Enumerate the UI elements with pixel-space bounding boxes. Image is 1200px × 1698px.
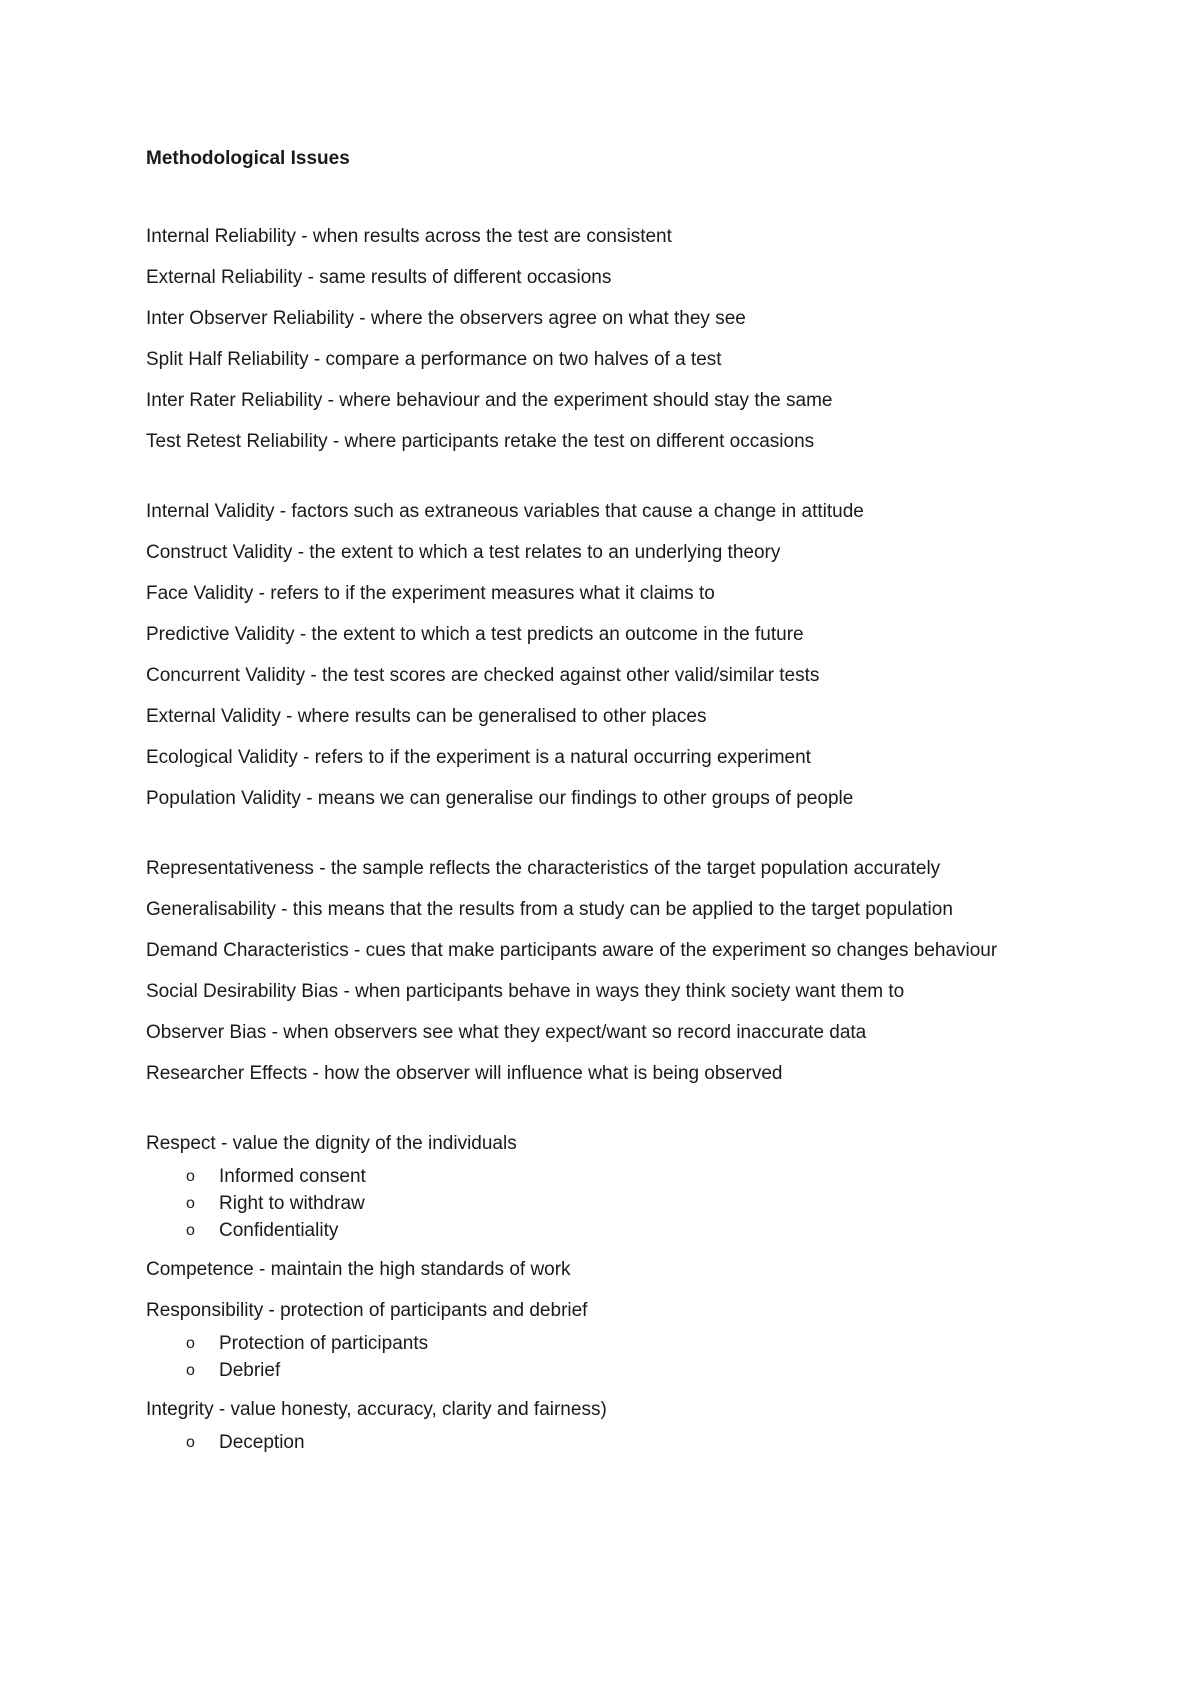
list-item-label: Deception	[219, 1432, 305, 1453]
validity-section	[146, 498, 1106, 812]
ethics-responsibility: Responsibility - protection of participants and debrief	[146, 1300, 588, 1321]
list-item	[186, 1429, 1106, 1456]
list-item-label: Debrief	[219, 1360, 281, 1381]
integrity-list	[146, 1429, 1106, 1456]
page-title: Methodological Issues	[146, 148, 350, 169]
bullet-icon: o	[186, 1195, 195, 1212]
definition-line: Face Validity - refers to if the experiment measures what it claims to	[146, 583, 715, 604]
list-item	[186, 1330, 1106, 1357]
definition-line: Test Retest Reliability - where participants retake the test on different occasions	[146, 431, 815, 452]
list-item	[186, 1190, 1106, 1217]
definition-line: Researcher Effects - how the observer will influence what is being observed	[146, 1063, 783, 1084]
ethics-integrity: Integrity - value honesty, accuracy, clarity and fairness)	[146, 1399, 607, 1420]
list-item	[186, 1357, 1106, 1384]
definition-line: Social Desirability Bias - when participants behave in ways they think society want them to	[146, 981, 905, 1002]
definition-line: Internal Reliability - when results across the test are consistent	[146, 226, 672, 247]
definition-line: External Reliability - same results of different occasions	[146, 267, 612, 288]
definition-line: Population Validity - means we can generalise our findings to other groups of people	[146, 788, 854, 809]
list-item-label: Protection of participants	[219, 1333, 429, 1354]
definition-line: Predictive Validity - the extent to which a test predicts an outcome in the future	[146, 624, 804, 645]
definition-line: Inter Rater Reliability - where behaviour and the experiment should stay the same	[146, 390, 833, 411]
ethics-respect: Respect - value the dignity of the individuals	[146, 1133, 517, 1154]
document-page	[146, 145, 1106, 1468]
list-item	[186, 1163, 1106, 1190]
list-item-label: Informed consent	[219, 1166, 366, 1187]
definition-line: Internal Validity - factors such as extraneous variables that cause a change in attitude	[146, 501, 864, 522]
bullet-icon: o	[186, 1434, 195, 1451]
definition-line: External Validity - where results can be generalised to other places	[146, 706, 707, 727]
definition-line: Observer Bias - when observers see what they expect/want so record inaccurate data	[146, 1022, 867, 1043]
reliability-section	[146, 223, 1106, 455]
definition-line: Ecological Validity - refers to if the experiment is a natural occurring experiment	[146, 747, 811, 768]
definition-line: Generalisability - this means that the results from a study can be applied to the target population	[146, 899, 953, 920]
responsibility-list	[146, 1330, 1106, 1384]
respect-list	[146, 1163, 1106, 1244]
bullet-icon: o	[186, 1168, 195, 1185]
definition-line: Inter Observer Reliability - where the observers agree on what they see	[146, 308, 746, 329]
list-item-label: Right to withdraw	[219, 1193, 365, 1214]
ethics-section	[146, 1130, 1106, 1456]
definition-line: Representativeness - the sample reflects the characteristics of the target population accurately	[146, 858, 941, 879]
list-item	[186, 1217, 1106, 1244]
definition-line: Split Half Reliability - compare a performance on two halves of a test	[146, 349, 722, 370]
bullet-icon: o	[186, 1362, 195, 1379]
definition-line: Construct Validity - the extent to which a test relates to an underlying theory	[146, 542, 781, 563]
ethics-competence: Competence - maintain the high standards of work	[146, 1259, 571, 1280]
definition-line: Demand Characteristics - cues that make participants aware of the experiment so changes behaviour	[146, 940, 998, 961]
list-item-label: Confidentiality	[219, 1220, 339, 1241]
bias-section	[146, 855, 1106, 1087]
bullet-icon: o	[186, 1222, 195, 1239]
bullet-icon: o	[186, 1335, 195, 1352]
definition-line: Concurrent Validity - the test scores are checked against other valid/similar tests	[146, 665, 820, 686]
